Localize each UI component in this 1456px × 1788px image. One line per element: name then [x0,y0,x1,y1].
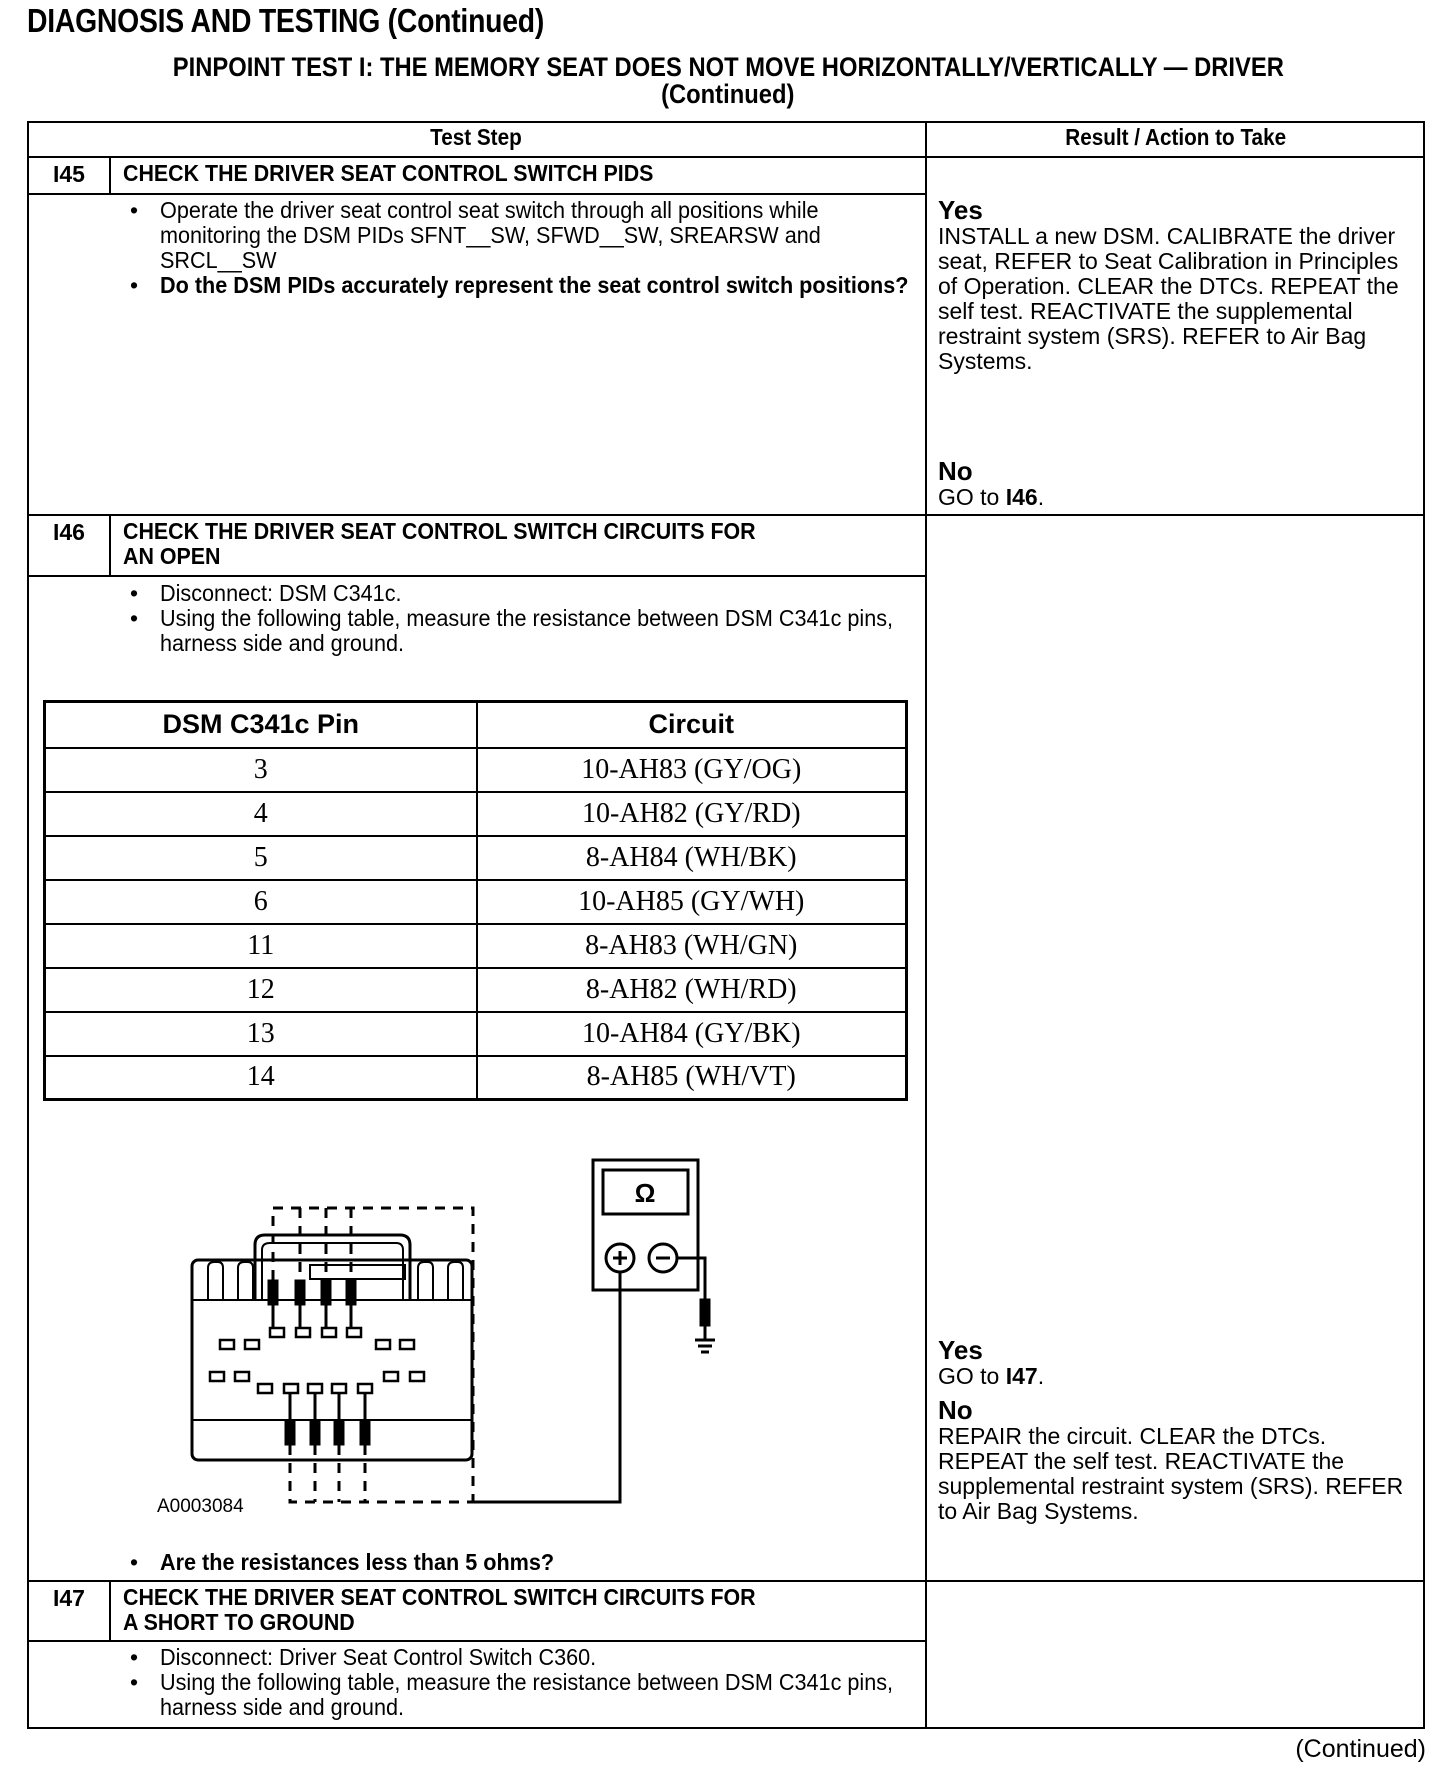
instruction-bullet: • Operate the driver seat control seat switch through all positions while monitoring the DSM PIDs SFNT__SW, SFWD__SW, SREARSW and SRCL__SW [129,197,821,273]
rule-i46-bottom [27,1580,1425,1582]
i45-result-yes [938,196,1418,374]
pin-cell: 14 [45,1056,477,1100]
question-bullet: • Do the DSM PIDs accurately represent the seat control switch positions? [129,272,909,298]
table-row [45,1012,907,1056]
i46-result-no [938,1396,1418,1524]
step-i46-question [124,1550,914,1575]
question-bullet: • Are the resistances less than 5 ohms? [129,1549,555,1575]
table-row [45,880,907,924]
table-row [45,924,907,968]
pin-cell: 12 [45,968,477,1012]
pin-circuit-table [43,700,908,1101]
circuit-cell: 8-AH83 (WH/GN) [477,924,907,968]
rule-column-divider [925,121,927,1729]
connector-ohmmeter-diagram [150,1150,730,1510]
goto-link-i46[interactable]: I46 [1005,484,1038,510]
figure-id: A0003084 [157,1496,244,1517]
yes-label: Yes [938,1335,983,1365]
instruction-bullet: • Using the following table, measure the resistance between DSM C341c pins, harness side and ground. [129,605,894,656]
pin-cell: 13 [45,1012,477,1056]
circuit-cell: 10-AH83 (GY/OG) [477,748,907,792]
table-row [45,836,907,880]
continued-note: (Continued) [1295,1735,1426,1763]
pin-cell: 6 [45,880,477,924]
circuit-cell: 10-AH84 (GY/BK) [477,1012,907,1056]
pin-column-header: DSM C341c Pin [45,702,477,748]
step-i47-instructions [124,1645,914,1720]
rule-i45-title-bottom [27,193,927,195]
yes-action: INSTALL a new DSM. CALIBRATE the driver seat, REFER to Seat Calibration in Principles of Operation. CLEAR the DTCs. REPEAT the self test. REACTIVATE the supplemental restraint system (SRS). REFER to Air Bag Systems. [938,223,1399,374]
rule-header-bottom [27,156,1425,158]
connector-body [192,1260,472,1460]
column-header-test-step: Test Step [430,124,522,150]
step-id-i45: I45 [53,161,85,187]
step-i46-instructions [124,581,914,656]
table-row [45,968,907,1012]
no-action: REPAIR the circuit. CLEAR the DTCs. REPEAT the self test. REACTIVATE the supplemental restraint system (SRS). REFER to Air Bag Systems. [938,1423,1404,1524]
instruction-bullet: • Disconnect: DSM C341c. [129,580,402,606]
rule-i46-title-bottom [27,575,927,577]
i46-result-yes [938,1336,1418,1389]
step-id-i47: I47 [53,1585,85,1611]
circuit-cell: 8-AH82 (WH/RD) [477,968,907,1012]
circuit-cell: 8-AH84 (WH/BK) [477,836,907,880]
no-label: No [938,456,973,486]
pinpoint-test-title-line2: (Continued) [661,79,795,109]
step-title-i45: CHECK THE DRIVER SEAT CONTROL SWITCH PIDS [123,160,654,186]
top-probes [268,1280,356,1328]
ohm-icon: Ω [634,1178,656,1208]
column-header-result: Result / Action to Take [1065,124,1287,150]
rule-i45-bottom [27,514,1425,516]
step-id-i46: I46 [53,519,85,545]
table-row [45,792,907,836]
rule-i47-id-divider [109,1580,111,1641]
pinpoint-test-title-line1: PINPOINT TEST I: THE MEMORY SEAT DOES NOT MOVE HORIZONTALLY/VERTICALLY — DRIVER [172,52,1284,82]
yes-label: Yes [938,195,983,225]
pin-cell: 3 [45,748,477,792]
instruction-bullet: • Disconnect: Driver Seat Control Switch C360. [129,1644,597,1670]
table-row [45,1056,907,1100]
connector-cavities [210,1328,424,1393]
pin-cell: 4 [45,792,477,836]
rule-i47-title-bottom [27,1640,927,1642]
pin-cell: 5 [45,836,477,880]
i45-result-no [938,457,1418,510]
rule-i45-id-divider [109,156,111,194]
circuit-cell: 10-AH82 (GY/RD) [477,792,907,836]
pin-table-header-row [45,702,907,748]
yes-action: GO to I47. [938,1363,1045,1389]
no-action: GO to I46. [938,484,1045,510]
circuit-cell: 8-AH85 (WH/VT) [477,1056,907,1100]
goto-link-i47[interactable]: I47 [1005,1363,1038,1389]
ohmmeter [473,1160,715,1502]
pinpoint-test-title [0,54,1456,108]
instruction-bullet: • Using the following table, measure the resistance between DSM C341c pins, harness side and ground. [129,1669,894,1720]
circuit-column-header: Circuit [477,702,907,748]
page-title: DIAGNOSIS AND TESTING (Continued) [27,2,545,39]
step-title-i47: CHECK THE DRIVER SEAT CONTROL SWITCH CIRCUITS FOR A SHORT TO GROUND [123,1584,756,1635]
no-label: No [938,1395,973,1425]
circuit-cell: 10-AH85 (GY/WH) [477,880,907,924]
rule-i46-id-divider [109,514,111,576]
step-i45-instructions [124,198,914,298]
dashed-jumper-leads [273,1208,473,1502]
table-row [45,748,907,792]
pin-cell: 11 [45,924,477,968]
step-title-i46: CHECK THE DRIVER SEAT CONTROL SWITCH CIRCUITS FOR AN OPEN [123,518,756,569]
